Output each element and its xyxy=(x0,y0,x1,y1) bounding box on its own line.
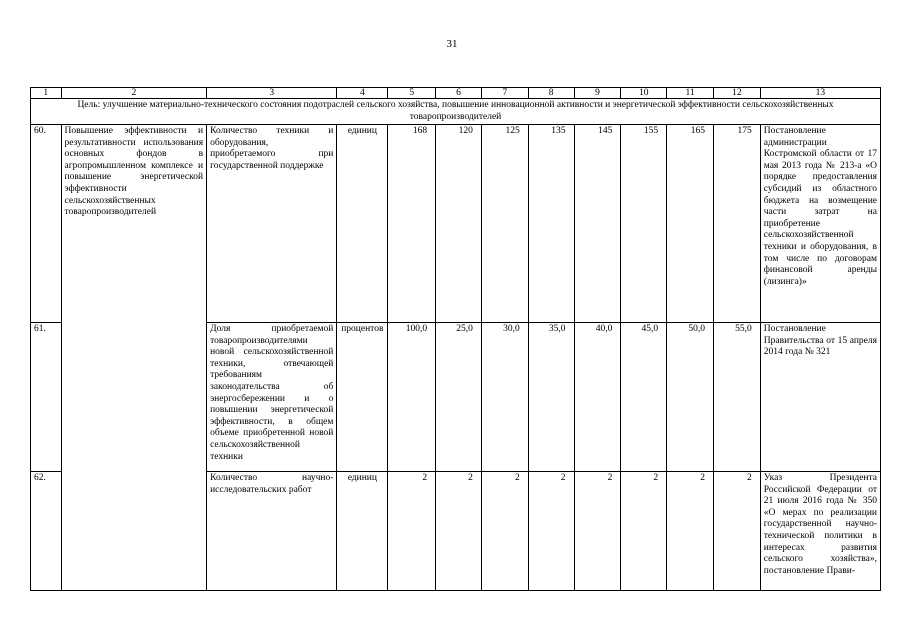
value-cell: 145 xyxy=(574,125,621,323)
column-header: 11 xyxy=(667,88,714,99)
value-cell: 35,0 xyxy=(528,323,574,472)
basis-cell xyxy=(760,472,880,591)
value-cell: 125 xyxy=(481,125,528,323)
value-cell: 135 xyxy=(528,125,574,323)
column-header: 7 xyxy=(481,88,528,99)
column-header: 6 xyxy=(436,88,482,99)
column-header: 4 xyxy=(337,88,388,99)
value-cell: 2 xyxy=(574,472,621,591)
value-cell: 2 xyxy=(667,472,714,591)
column-header: 5 xyxy=(388,88,436,99)
value-cell: 165 xyxy=(667,125,714,323)
value-cell: 168 xyxy=(388,125,436,323)
value-cell: 50,0 xyxy=(667,323,714,472)
indicator-cell: Количество техники и оборудования, приобретаемого при государственной поддержке xyxy=(207,125,337,323)
value-cell: 25,0 xyxy=(436,323,482,472)
indicator-cell: Количество научно-исследовательских работ xyxy=(207,472,337,591)
table-row xyxy=(31,125,881,323)
value-cell: 175 xyxy=(713,125,760,323)
row-number: 60. xyxy=(31,125,62,323)
column-header: 2 xyxy=(61,88,207,99)
basis-cell: Постановление Правительства от 15 апреля 2014 года № 321 xyxy=(760,323,880,472)
unit-cell: единиц xyxy=(337,125,388,323)
goal-text: Цель: улучшение материально-технического состояния подотраслей сельского хозяйства, повышение инновационной активности и энергетической эффективности сельскохозяйственных товаропроизводителей xyxy=(31,99,881,125)
value-cell: 2 xyxy=(713,472,760,591)
task-cell xyxy=(61,125,207,591)
basis-cell: Постановление администрации Костромской области от 17 мая 2013 года № 213-а «О порядке предоставления субсидий из областного бюджета на возмещение части затрат на приобретение сельскохозяйственной техники и оборудования, в том числе по договорам финансовой аренды (лизинга)» xyxy=(760,125,880,323)
basis-text: Указ Президента Российской Федерации от 21 июля 2016 года № 350 «О мерах по реализации государственной научно-технической политики в интересах развития сельского хозяйства», постановление Прави- xyxy=(763,473,877,576)
column-header: 8 xyxy=(528,88,574,99)
unit-cell: единиц xyxy=(337,472,388,591)
row-number: 62. xyxy=(31,472,62,591)
value-cell: 120 xyxy=(436,125,482,323)
value-cell: 30,0 xyxy=(481,323,528,472)
value-cell: 2 xyxy=(481,472,528,591)
page-number: 31 xyxy=(446,38,458,50)
value-cell: 40,0 xyxy=(574,323,621,472)
value-cell: 55,0 xyxy=(713,323,760,472)
indicators-table xyxy=(30,87,881,591)
row-number: 61. xyxy=(31,323,62,472)
column-header: 3 xyxy=(207,88,337,99)
value-cell: 2 xyxy=(436,472,482,591)
value-cell: 100,0 xyxy=(388,323,436,472)
goal-row xyxy=(31,99,881,125)
column-header: 9 xyxy=(574,88,621,99)
column-header: 12 xyxy=(713,88,760,99)
value-cell: 2 xyxy=(388,472,436,591)
column-header: 13 xyxy=(760,88,880,99)
indicator-cell: Доля приобретаемой товаропроизводителями новой сельскохозяйственной техники, отвечающей требованиям законодательства об энергосбережении и о повышении энергетической эффективности, в общем объеме приобретенной новой сельскохозяйственной техники xyxy=(207,323,337,472)
value-cell: 45,0 xyxy=(621,323,667,472)
column-header: 1 xyxy=(31,88,62,99)
unit-cell: процентов xyxy=(337,323,388,472)
header-row xyxy=(31,88,881,99)
value-cell: 2 xyxy=(621,472,667,591)
value-cell: 155 xyxy=(621,125,667,323)
task-text: Повышение эффективности и результативности использования основных фондов в агропромышленном комплексе и повышение энергетической эффективности сельскохозяйственных товаропроизводителей xyxy=(64,126,204,218)
column-header: 10 xyxy=(621,88,667,99)
value-cell: 2 xyxy=(528,472,574,591)
